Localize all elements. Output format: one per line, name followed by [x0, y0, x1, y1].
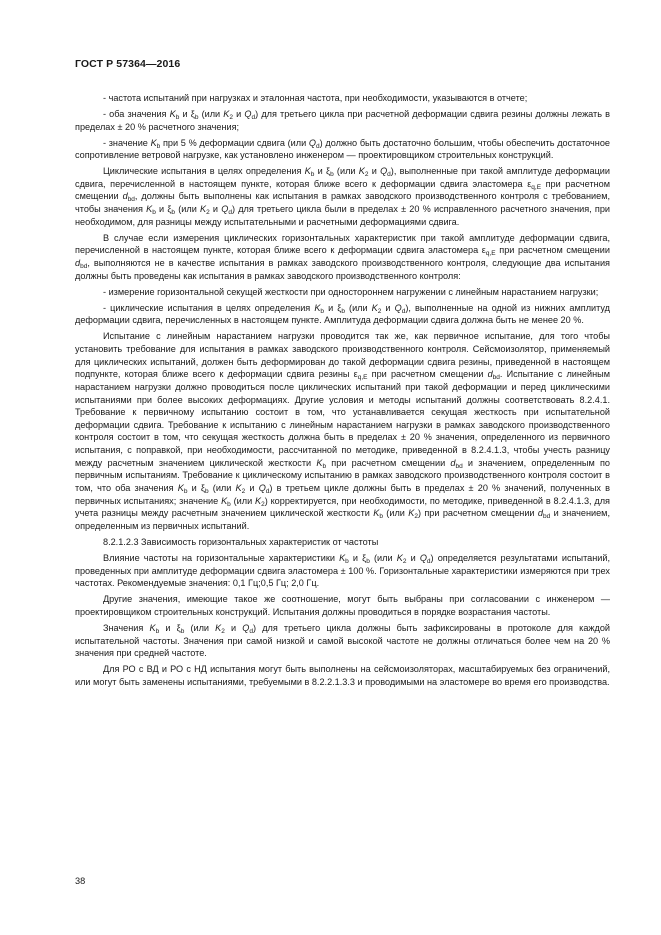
- paragraph-10: Влияние частоты на горизонтальные характеристики $K_b$ и $\xi_b$ (или $K_2$ и $Q_d$) определяется результатами испытаний, проведенных при амплитуде деформации сдвига эластомера ± 100 %. Горизонтальные характеристики измеряются при трех частотах. Рекомендуемые значения: 0,1 Гц;0,5 Гц; 2,0 Гц.: [75, 552, 610, 589]
- paragraph-6: - измерение горизонтальной секущей жесткости при одностороннем нагружении с линейным нарастанием нагрузки;: [103, 286, 599, 297]
- paragraph-3: - значение $K_b$ при 5 % деформации сдвига (или $Q_d$) должно быть достаточно большим, чтобы обеспечить достаточное сопротивление ветровой нагрузке, как установлено инженером — проектировщиком строительных конструкций.: [75, 137, 610, 161]
- paragraph-4: Циклические испытания в целях определения $K_b$ и $\xi_b$ (или $K_2$ и $Q_d$), выполненные при такой амплитуде деформации сдвига, перечисленной в настоящем пункте, которая ближе всего к деформации сдвига эластомера $\varepsilon_{q,E}$ при расчетном смещении $d_{bd}$, должны быть выполнены как испытания в рамках заводского производственного контроля с требованием, чтобы значения $K_b$ и $\xi_b$ (или $K_2$ и $Q_d$) для третьего цикла были в пределах ± 20 % исправленного расчетного значения, при необходимом, для разницы между испытательными и расчетными деформациями сдвига.: [75, 166, 611, 227]
- document-header: ГОСТ Р 57364—2016: [75, 58, 181, 70]
- paragraph-7: - циклические испытания в целях определения $K_b$ и $\xi_b$ (или $K_2$ и $Q_d$), выполненные на одной из нижних амплитуд деформации сдвига, перечисленных в настоящем пункте. Амплитуда деформации сдвига должна быть не менее 20 %.: [75, 302, 610, 326]
- page-number: 38: [75, 876, 86, 886]
- paragraph-2: - оба значения $K_b$ и $\xi_b$ (или $K_2$ и $Q_d$) для третьего цикла при расчетной деформации сдвига резины должны лежать в пределах ± 20 % расчетного значения;: [75, 108, 610, 132]
- paragraph-8: Испытание с линейным нарастанием нагрузки проводится так же, как первичное испытание, для того чтобы установить требование для испытания в рамках заводского производственного контроля. Сейсмоизолятор, применяемый для циклических испытаний, должен быть деформирован до такой деформации сдвига резины, приведенной в настоящем подпункте, которая ближе всего к деформации сдвига резины $\varepsilon_{q,E}$ при расчетном смещении $d_{bd}$. Испытание с линейным нарастанием нагрузки должно проводиться после циклических испытаний при такой деформации и перед циклическими испытаниями при более высоких деформациях. Другие условия и методы испытаний должны соответствовать 8.2.4.1. Требование к первичному испытанию состоит в том, что устанавливается секущая жесткость при испытательной деформации сдвига. Требование к испытанию с линейным нарастанием нагрузки в рамках заводского производственного контроля состоит в том, что секущая жесткость должна быть в пределах ± 20 % значения, определенного из первичного испытания, с поправкой, при необходимости, рассчитанной по методике, приведенной в 8.2.4.1.3, чтобы учесть разницу между расчетным значением циклической жесткости $K_b$ при расчетном смещении $d_{bd}$ и значением, определенным по первичным испытаниям. Требование к циклическому испытанию в рамках заводского производственного контроля состоит в том, что оба значения $K_b$ и $\xi_b$ (или $K_2$ и $Q_d$) в третьем цикле должны быть в пределах ± 20 % значений, полученных в первичных испытаниях; значение $K_b$ (или $K_2$) корректируется, при необходимости, по методике, приведенной в 8.2.4.1.3, для учета разницы между расчетным значением циклической жесткости $K_b$ (или $K_2$) при расчетном смещении $d_{bd}$ и значением, определенным из первичных испытаний.: [75, 331, 610, 532]
- paragraph-13: Для РО с ВД и РО с НД испытания могут быть выполнены на сейсмоизоляторах, масштабируемых без ограничений, или могут быть заменены испытаниями, требуемыми в 8.2.2.1.3.3 и проводимыми на эластомере во время его производства.: [75, 664, 610, 687]
- paragraph-5: В случае если измерения циклических горизонтальных характеристик при такой амплитуде деформации сдвига, перечисленной в настоящем пункте, которая ближе всего к деформации сдвига эластомера $\varepsilon_{q,E}$ при расчетном смещении $d_{bd}$, выполняются не в качестве испытания в рамках заводского производственного контроля, следующие два испытания должны быть проведены как испытания в рамках заводского производственного контроля:: [75, 232, 611, 281]
- paragraph-11: Другие значения, имеющие такое же соотношение, могут быть выбраны при согласовании с инженером — проектировщиком строительных конструкций. Испытания должны проводиться в порядке возрастания частоты.: [75, 594, 610, 617]
- section-heading: 8.2.1.2.3 Зависимость горизонтальных характеристик от частоты: [103, 537, 379, 548]
- paragraph-1: - частота испытаний при нагрузках и эталонная частота, при необходимости, указываются в отчете;: [103, 93, 528, 103]
- document-body: [75, 92, 610, 692]
- paragraph-12: Значения $K_b$ и $\xi_b$ (или $K_2$ и $Q_d$) для третьего цикла должны быть зафиксированы в протоколе для каждой испытательной частоты. Значения при самой низкой и самой высокой частоте не должны отличаться более чем на 20 % значения при средней частоте.: [75, 622, 610, 659]
